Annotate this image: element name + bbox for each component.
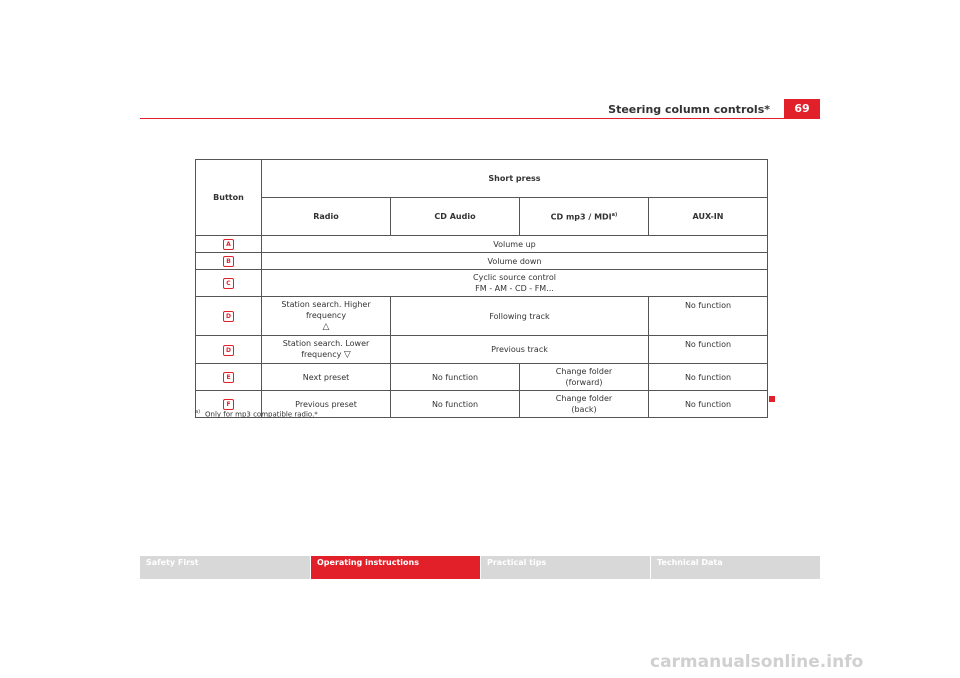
table-row xyxy=(196,270,768,297)
page-title: Steering column controls* xyxy=(608,103,770,116)
aux-cell: No function xyxy=(649,297,768,336)
mp3-cell xyxy=(520,364,649,391)
function-cell: Volume down xyxy=(262,253,768,270)
cd-cell: Following track xyxy=(391,297,649,336)
footnote-mark: a) xyxy=(195,409,201,415)
cd-cell: Previous track xyxy=(391,336,649,364)
radio-cell: Next preset xyxy=(262,364,391,391)
button-badge-d: D xyxy=(223,311,234,322)
button-badge-c: C xyxy=(223,278,234,289)
button-cell xyxy=(196,270,262,297)
button-cell xyxy=(196,364,262,391)
table-row xyxy=(196,364,768,391)
button-badge-b: B xyxy=(223,256,234,267)
footer-tab-operating-instructions[interactable] xyxy=(311,556,480,579)
function-cell: Volume up xyxy=(262,236,768,253)
footnote xyxy=(195,409,318,418)
cd-audio-cell: No function xyxy=(391,364,520,391)
steering-controls-table xyxy=(195,159,768,418)
header-aux-in: AUX-IN xyxy=(649,198,768,236)
button-badge-f: F xyxy=(223,399,234,410)
footer-tab-label: Operating instructions xyxy=(317,558,419,567)
table-row xyxy=(196,236,768,253)
footnote-mark: a) xyxy=(611,212,618,219)
button-cell xyxy=(196,336,262,364)
header-divider xyxy=(140,118,820,119)
mp3-line: (forward) xyxy=(565,378,603,387)
triangle-up-icon: △ xyxy=(322,322,330,332)
button-badge-e: E xyxy=(223,372,234,383)
watermark: carmanualsonline.info xyxy=(650,652,864,672)
triangle-down-icon: ▽ xyxy=(343,350,351,360)
header-button: Button xyxy=(196,160,262,236)
aux-cell: No function xyxy=(649,336,768,364)
footer-tab-practical-tips[interactable] xyxy=(481,556,650,579)
footer-tab-label: Safety First xyxy=(146,558,199,567)
table-row xyxy=(196,336,768,364)
radio-cell xyxy=(262,297,391,336)
radio-cell: Previous preset xyxy=(262,391,391,418)
header-short-press: Short press xyxy=(262,160,768,198)
radio-line: Station search. Higher frequency xyxy=(281,300,371,320)
mp3-cell xyxy=(520,391,649,418)
cd-audio-cell: No function xyxy=(391,391,520,418)
header-cd-mp3-label: CD mp3 / MDI xyxy=(550,212,612,222)
button-cell xyxy=(196,236,262,253)
button-cell xyxy=(196,253,262,270)
button-badge-a: A xyxy=(223,239,234,250)
function-cell xyxy=(262,270,768,297)
table-row xyxy=(196,253,768,270)
header-radio: Radio xyxy=(262,198,391,236)
mp3-line: Change folder xyxy=(555,394,613,403)
header-cd-audio: CD Audio xyxy=(391,198,520,236)
function-line: FM - AM - CD - FM... xyxy=(475,284,554,293)
aux-cell: No function xyxy=(649,364,768,391)
mp3-line: Change folder xyxy=(555,367,613,376)
footer-tab-technical-data[interactable] xyxy=(651,556,820,579)
footnote-text: Only for mp3 compatible radio.* xyxy=(205,410,318,419)
page-number: 69 xyxy=(784,99,820,118)
radio-cell xyxy=(262,336,391,364)
section-end-marker xyxy=(769,396,775,402)
aux-cell: No function xyxy=(649,391,768,418)
footer-tab-label: Technical Data xyxy=(657,558,723,567)
radio-line: Station search. Lower xyxy=(282,339,370,348)
button-badge-d: D xyxy=(223,345,234,356)
function-line: Cyclic source control xyxy=(473,273,556,282)
footer-tab-label: Practical tips xyxy=(487,558,547,567)
radio-line: frequency xyxy=(301,350,342,359)
mp3-line: (back) xyxy=(571,405,597,414)
header-cd-mp3 xyxy=(520,198,649,236)
table-row xyxy=(196,297,768,336)
button-cell xyxy=(196,297,262,336)
footer-tab-safety-first[interactable] xyxy=(140,556,310,579)
